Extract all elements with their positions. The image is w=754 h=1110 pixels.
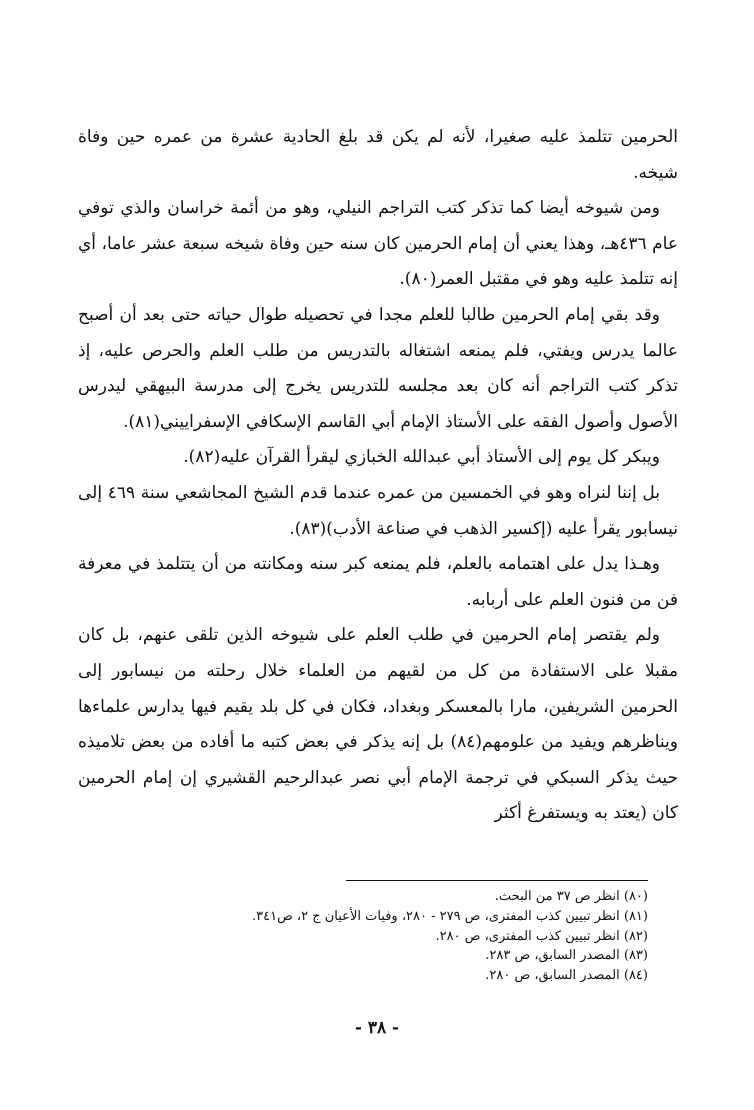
paragraph: ومن شيوخه أيضا كما تذكر كتب التراجم النيلي، وهو من أئمة خراسان والذي توفي عام ٤٣٦هـ، وهذا يعني أن إمام الحرمين كان سنه حين وفاة شيخه سبعة عشر عاما، أي إنه تتلمذ عليه وهو في مقتبل العمر(٨٠).	[78, 198, 678, 290]
footnote: (٨٣) المصدر السابق، ص ٢٨٣.	[485, 948, 648, 964]
paragraph: وهـذا يدل على اهتمامه بالعلم، فلم يمنعه كبر سنه ومكانته من أن يتتلمذ في معرفة فن من فنون العلم على أربابه.	[78, 554, 678, 610]
footnotes	[78, 887, 648, 986]
footnote: (٨١) انظر تبيين كذب المفترى، ص ٢٧٩ - ٢٨٠، وفيات الأعيان ج ٢، ص٣٤١.	[251, 908, 648, 924]
paragraph: بل إننا لنراه وهو في الخمسين من عمره عندما قدم الشيخ المجاشعي سنة ٤٦٩ إلى نيسابور يقرأ عليه (إكسير الذهب في صناعة الأدب)(٨٣).	[78, 482, 678, 539]
page-number: - ٣٨ -	[354, 1018, 400, 1038]
footnote: (٨٢) انظر تبيين كذب المفترى، ص ٢٨٠.	[435, 928, 648, 944]
footnote: (٨٠) انظر ص ٣٧ من البحث.	[494, 889, 648, 904]
paragraph: ويبكر كل يوم إلى الأستاذ أبي عبدالله الخبازي ليقرأ القرآن عليه(٨٢).	[183, 447, 660, 468]
footnote: (٨٤) المصدر السابق، ص ٢٨٠.	[485, 968, 648, 984]
paragraph: وقد بقي إمام الحرمين طالبا للعلم مجدا في تحصيله طوال حياته حتى بعد أن أصبح عالما يدرس ويفتي، فلم يمنعه اشتغاله بالتدريس من طلب العلم والحرص عليه، إذ تذكر كتب التراجم أنه كان بعد مجلسه للتدريس يخرج إلى مدرسة البيهقي ليدرس الأصول وأصول الفقه على الأستاذ الإمام أبي القاسم الإسكافي الإسفراييني(٨١).	[78, 304, 678, 432]
footnote-divider	[346, 880, 648, 881]
body-text	[78, 120, 678, 832]
paragraph: ولم يقتصر إمام الحرمين في طلب العلم على شيوخه الذين تلقى عنهم، بل كان مقبلا على الاستفادة من كل من لقيهم من العلماء خلال رحلته من نيسابور إلى الحرمين الشريفين، مارا بالمعسكر وبغداد، فكان في كل بلد يقيم فيها يدارس علماءها ويناظرهم ويفيد من علومهم(٨٤) بل إنه يذكر في بعض كتبه ما أفاده من بعض تلاميذه حيث يذكر السبكي في ترجمة الإمام أبي نصر عبدالرحيم القشيري إن إمام الحرمين كان (يعتد به ويستفرغ أكثر	[78, 625, 678, 824]
paragraph-continuation: الحرمين تتلمذ عليه صغيرا، لأنه لم يكن قد بلغ الحادية عشرة من عمره حين وفاة شيخه.	[78, 127, 678, 183]
